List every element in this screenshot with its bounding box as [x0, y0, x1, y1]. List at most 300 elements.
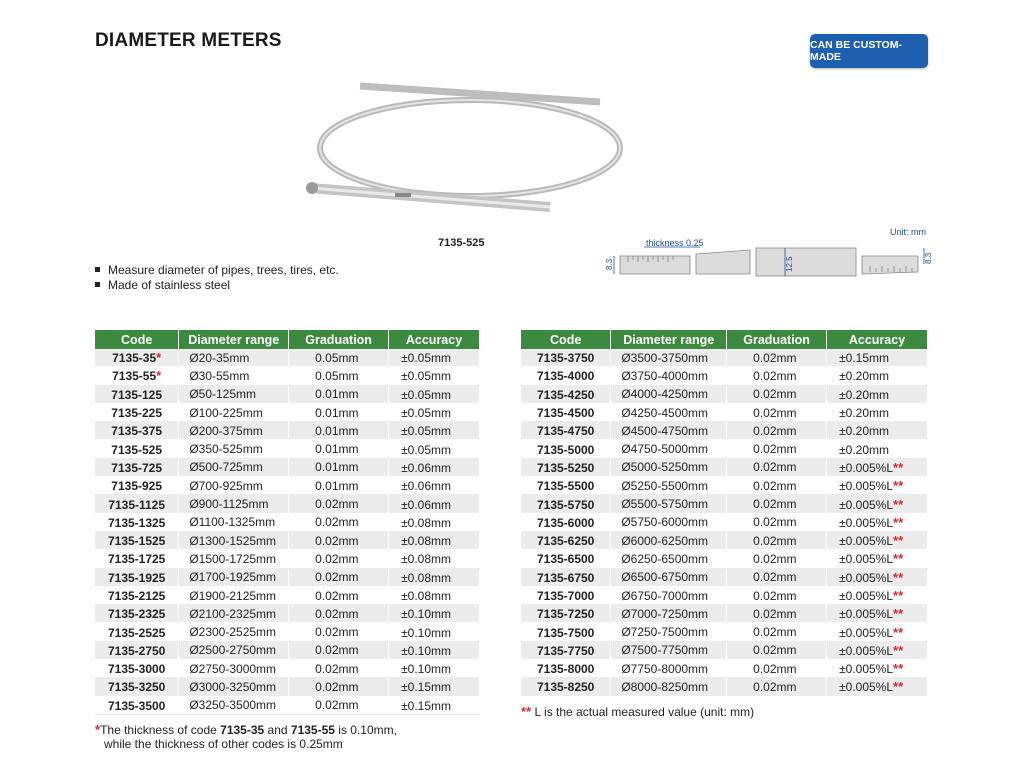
- graduation-cell: [727, 531, 827, 549]
- accuracy-cell: [827, 477, 928, 495]
- accuracy-cell: [389, 495, 480, 513]
- diameter-range-cell: [611, 385, 727, 403]
- diameter-range-cell-text: Ø2750-3000mm: [189, 661, 277, 676]
- graduation-cell-text: 0.02mm: [315, 515, 359, 530]
- footnote-text: L is the actual measured value (unit: mm): [531, 705, 755, 719]
- graduation-cell: [289, 422, 389, 440]
- diameter-range-cell-text: Ø8000-8250mm: [621, 679, 709, 694]
- accuracy-cell-text: ±0.005%L: [839, 460, 894, 475]
- accuracy-cell: [389, 403, 480, 421]
- header-accuracy: Accuracy: [827, 330, 928, 349]
- accuracy-cell: [389, 678, 480, 696]
- code-cell-text: 7135-1325: [107, 515, 166, 530]
- diameter-range-cell: [179, 550, 289, 568]
- accuracy-cell-text: ±0.06mm: [401, 460, 451, 475]
- accuracy-cell: [827, 385, 928, 403]
- table-row: [521, 586, 928, 604]
- code-cell-text: 7135-4000: [536, 369, 595, 384]
- code-cell-text: 7135-35: [112, 351, 157, 366]
- graduation-cell-text: 0.01mm: [315, 423, 359, 438]
- code-cell: [95, 605, 179, 623]
- diameter-range-cell: [611, 349, 727, 367]
- graduation-cell-text: 0.02mm: [753, 533, 797, 548]
- page-title: DIAMETER METERS: [95, 30, 282, 51]
- code-cell-text: 7135-1725: [107, 552, 166, 567]
- graduation-cell-text: 0.02mm: [315, 625, 359, 640]
- table-row: [95, 367, 480, 385]
- diameter-range-cell-text: Ø50-125mm: [189, 387, 257, 402]
- table-row: [95, 641, 480, 659]
- code-cell-text: 7135-5000: [536, 442, 595, 457]
- table-row: [521, 440, 928, 458]
- diameter-range-cell: [179, 385, 289, 403]
- footnote-star: *: [95, 722, 101, 737]
- accuracy-cell-text: ±0.005%L: [839, 643, 894, 658]
- thickness-label: thickness 0.25: [646, 238, 704, 248]
- code-cell-text: 7135-2125: [107, 589, 166, 603]
- diameter-range-cell-text: Ø1700-1925mm: [189, 570, 277, 585]
- footnote-marker: **: [893, 496, 904, 512]
- accuracy-cell: [389, 385, 480, 403]
- table-row: [95, 477, 480, 495]
- code-cell-text: 7135-6500: [536, 552, 595, 567]
- footnote-marker: **: [893, 642, 904, 658]
- accuracy-cell-text: ±0.005%L: [839, 570, 894, 585]
- code-cell-text: 7135-125: [111, 387, 163, 402]
- diameter-range-cell: [179, 349, 289, 367]
- table-row: [95, 495, 480, 513]
- accuracy-cell-text: ±0.20mm: [839, 406, 889, 421]
- header-code: Code: [95, 330, 179, 349]
- header-graduation: Graduation: [289, 330, 389, 349]
- accuracy-cell-text: ±0.20mm: [839, 369, 889, 384]
- code-cell: [521, 678, 611, 696]
- graduation-cell-text: 0.02mm: [753, 570, 797, 585]
- accuracy-cell: [827, 403, 928, 421]
- diameter-range-cell-text: Ø6500-6750mm: [621, 570, 709, 585]
- accuracy-cell: [827, 440, 928, 458]
- code-cell: [95, 477, 179, 495]
- accuracy-cell-text: ±0.05mm: [401, 351, 451, 366]
- accuracy-cell-text: ±0.06mm: [401, 479, 451, 494]
- footnote-marker: **: [893, 624, 904, 640]
- graduation-cell: [289, 477, 389, 495]
- footnote-text: The thickness of code: [100, 723, 221, 737]
- accuracy-cell: [389, 513, 480, 531]
- graduation-cell: [727, 440, 827, 458]
- code-cell: [521, 477, 611, 495]
- graduation-cell-text: 0.02mm: [753, 679, 797, 694]
- code-cell-text: 7135-225: [111, 406, 163, 421]
- accuracy-cell-text: ±0.15mm: [401, 680, 451, 695]
- graduation-cell: [289, 678, 389, 696]
- accuracy-cell-text: ±0.005%L: [839, 607, 894, 622]
- footnote-marker: **: [893, 478, 904, 494]
- footnote-star: **: [521, 704, 532, 719]
- code-cell-text: 7135-1525: [107, 534, 166, 549]
- code-cell-text: 7135-3250: [107, 680, 166, 695]
- graduation-cell: [289, 513, 389, 531]
- accuracy-cell-text: ±0.10mm: [401, 643, 451, 658]
- table-row: [521, 550, 928, 568]
- graduation-cell-text: 0.02mm: [753, 368, 797, 383]
- graduation-cell-text: 0.02mm: [315, 606, 359, 621]
- graduation-cell-text: 0.02mm: [753, 515, 797, 530]
- code-cell: [521, 385, 611, 403]
- code-cell: [95, 641, 179, 659]
- spec-table-right: [521, 330, 928, 697]
- graduation-cell: [727, 568, 827, 586]
- accuracy-cell: [827, 531, 928, 549]
- diameter-range-cell: [179, 568, 289, 586]
- diameter-range-cell-text: Ø6750-7000mm: [621, 588, 709, 603]
- footnote-marker: **: [893, 533, 904, 549]
- footnote-text: while the thickness of other codes is 0.25mm: [104, 737, 343, 751]
- footnote-code: 7135-55: [290, 723, 335, 737]
- accuracy-cell: [389, 641, 480, 659]
- diameter-range-cell-text: Ø5250-5500mm: [621, 478, 709, 493]
- code-cell-text: 7135-375: [111, 424, 163, 439]
- table-row: [521, 458, 928, 476]
- code-cell: [95, 531, 179, 549]
- footnote-marker: **: [893, 459, 904, 475]
- graduation-cell: [289, 623, 389, 641]
- header-code: Code: [521, 330, 611, 349]
- accuracy-cell: [827, 495, 928, 513]
- graduation-cell-text: 0.02mm: [753, 460, 797, 475]
- table-row: [95, 403, 480, 421]
- graduation-cell-text: 0.02mm: [315, 643, 359, 658]
- accuracy-cell-text: ±0.10mm: [401, 607, 451, 622]
- graduation-cell-text: 0.02mm: [753, 405, 797, 420]
- graduation-cell: [727, 641, 827, 659]
- table-row: [95, 513, 480, 531]
- graduation-cell-text: 0.02mm: [315, 698, 359, 713]
- diameter-range-cell-text: Ø4250-4500mm: [621, 405, 709, 420]
- code-cell: [521, 349, 611, 367]
- code-cell-text: 7135-4500: [536, 406, 595, 421]
- accuracy-cell: [827, 605, 928, 623]
- code-cell: [521, 403, 611, 421]
- diameter-range-cell: [611, 403, 727, 421]
- diameter-range-cell-text: Ø20-35mm: [189, 350, 250, 365]
- footnote-marker: **: [893, 606, 904, 622]
- graduation-cell: [289, 458, 389, 476]
- table-row: [521, 422, 928, 440]
- diameter-range-cell-text: Ø3500-3750mm: [621, 350, 709, 365]
- graduation-cell-text: 0.02mm: [315, 588, 359, 603]
- accuracy-cell: [827, 367, 928, 385]
- table-row: [521, 641, 928, 659]
- diameter-range-cell: [611, 422, 727, 440]
- accuracy-cell-text: ±0.005%L: [839, 625, 894, 640]
- graduation-cell: [289, 605, 389, 623]
- graduation-cell-text: 0.02mm: [753, 625, 797, 640]
- code-cell: [521, 440, 611, 458]
- table-row: [521, 403, 928, 421]
- code-cell-text: 7135-4750: [536, 424, 595, 439]
- diameter-range-cell-text: Ø500-725mm: [189, 460, 263, 475]
- graduation-cell: [289, 568, 389, 586]
- accuracy-cell-text: ±0.20mm: [839, 424, 889, 439]
- diameter-range-cell: [611, 495, 727, 513]
- code-cell: [521, 550, 611, 568]
- graduation-cell: [727, 678, 827, 696]
- diameter-range-cell-text: Ø2300-2525mm: [189, 625, 277, 640]
- graduation-cell-text: 0.02mm: [753, 442, 797, 457]
- diameter-range-cell-text: Ø5000-5250mm: [621, 460, 709, 475]
- code-cell-text: 7135-3750: [536, 351, 595, 366]
- footnote-marker: *: [156, 350, 162, 366]
- accuracy-cell: [827, 623, 928, 641]
- accuracy-cell-text: ±0.05mm: [401, 424, 451, 439]
- header-graduation: Graduation: [727, 330, 827, 349]
- diameter-range-cell-text: Ø4000-4250mm: [621, 387, 709, 402]
- graduation-cell: [289, 531, 389, 549]
- diameter-range-cell-text: Ø3000-3250mm: [189, 679, 277, 694]
- accuracy-cell-text: ±0.20mm: [839, 387, 889, 402]
- spec-table-left: [95, 330, 480, 715]
- diameter-range-cell-text: Ø5750-6000mm: [621, 515, 709, 530]
- table-row: [521, 513, 928, 531]
- table-row: [521, 660, 928, 678]
- tape-dimension-diagram: [600, 236, 935, 286]
- code-cell: [95, 367, 179, 385]
- code-cell: [95, 385, 179, 403]
- diameter-range-cell-text: Ø1500-1725mm: [189, 551, 277, 566]
- graduation-cell: [727, 550, 827, 568]
- diameter-range-cell-text: Ø900-1125mm: [189, 497, 269, 512]
- accuracy-cell-text: ±0.05mm: [401, 387, 451, 402]
- accuracy-cell: [827, 641, 928, 659]
- graduation-cell: [727, 458, 827, 476]
- table-row: [95, 605, 480, 623]
- code-cell-text: 7135-4250: [536, 387, 595, 402]
- diameter-range-cell-text: Ø30-55mm: [189, 368, 250, 383]
- diameter-range-cell-text: Ø3750-4000mm: [621, 368, 709, 383]
- footnote-marker: **: [893, 551, 904, 567]
- accuracy-cell: [389, 623, 480, 641]
- graduation-cell: [727, 605, 827, 623]
- accuracy-cell: [389, 586, 480, 604]
- thickness-footnote: [95, 723, 397, 751]
- accuracy-footnote: [521, 704, 754, 719]
- code-cell: [95, 458, 179, 476]
- table-row: [95, 696, 480, 714]
- code-cell: [95, 568, 179, 586]
- graduation-cell: [727, 477, 827, 495]
- accuracy-cell-text: ±0.15mm: [401, 698, 451, 713]
- code-cell-text: 7135-3000: [107, 662, 166, 677]
- code-cell: [95, 495, 179, 513]
- accuracy-cell: [389, 458, 480, 476]
- table-row: [95, 550, 480, 568]
- code-cell: [95, 678, 179, 696]
- graduation-cell-text: 0.02mm: [315, 533, 359, 548]
- diameter-range-cell: [611, 531, 727, 549]
- diameter-range-cell: [611, 513, 727, 531]
- footnote-marker: **: [893, 661, 904, 677]
- accuracy-cell: [389, 660, 480, 678]
- diameter-range-cell-text: Ø1300-1525mm: [189, 533, 277, 548]
- diameter-range-cell: [179, 495, 289, 513]
- table-row: [521, 385, 928, 403]
- graduation-cell-text: 0.01mm: [315, 387, 359, 402]
- accuracy-cell: [389, 696, 480, 714]
- graduation-cell: [289, 550, 389, 568]
- diameter-range-cell: [179, 623, 289, 641]
- table-row: [521, 623, 928, 641]
- footnote-text: and: [264, 723, 291, 737]
- accuracy-cell-text: ±0.08mm: [401, 552, 451, 567]
- feature-list: [95, 263, 339, 293]
- custom-made-button[interactable]: CAN BE CUSTOM-MADE: [810, 34, 928, 68]
- graduation-cell-text: 0.02mm: [315, 551, 359, 566]
- graduation-cell-text: 0.01mm: [315, 442, 359, 457]
- code-cell-text: 7135-6000: [536, 515, 595, 530]
- code-cell: [95, 660, 179, 678]
- dim-mid-label: 12.5: [785, 256, 794, 272]
- diameter-range-cell-text: Ø7500-7750mm: [621, 643, 709, 658]
- table-row: [521, 367, 928, 385]
- accuracy-cell-text: ±0.005%L: [839, 497, 894, 512]
- code-cell-text: 7135-2750: [107, 643, 166, 658]
- diameter-range-cell: [179, 586, 289, 604]
- table-row: [95, 660, 480, 678]
- graduation-cell: [727, 422, 827, 440]
- diameter-range-cell: [611, 477, 727, 495]
- diameter-range-cell: [611, 568, 727, 586]
- accuracy-cell: [389, 531, 480, 549]
- code-cell: [521, 422, 611, 440]
- header-accuracy: Accuracy: [389, 330, 480, 349]
- code-cell-text: 7135-3500: [107, 698, 166, 713]
- graduation-cell-text: 0.02mm: [315, 661, 359, 676]
- graduation-cell: [289, 586, 389, 604]
- graduation-cell-text: 0.02mm: [753, 350, 797, 365]
- footnote-marker: *: [156, 368, 162, 384]
- diameter-range-cell-text: Ø4500-4750mm: [621, 423, 709, 438]
- table-row: [521, 531, 928, 549]
- accuracy-cell: [827, 660, 928, 678]
- graduation-cell: [727, 586, 827, 604]
- table-row: [521, 678, 928, 696]
- accuracy-cell: [827, 458, 928, 476]
- code-cell-text: 7135-6250: [536, 534, 595, 549]
- code-cell-text: 7135-7500: [536, 625, 595, 640]
- footnote-marker: **: [893, 569, 904, 585]
- accuracy-cell: [389, 349, 480, 367]
- code-cell-text: 7135-7000: [536, 589, 595, 603]
- table-row: [95, 458, 480, 476]
- accuracy-cell-text: ±0.08mm: [401, 515, 451, 530]
- accuracy-cell: [389, 440, 480, 458]
- graduation-cell-text: 0.02mm: [753, 423, 797, 438]
- code-cell: [521, 623, 611, 641]
- accuracy-cell-text: ±0.005%L: [839, 552, 894, 567]
- accuracy-cell-text: ±0.08mm: [401, 534, 451, 549]
- code-cell: [521, 458, 611, 476]
- code-cell: [95, 513, 179, 531]
- code-cell-text: 7135-5750: [536, 497, 595, 512]
- diameter-range-cell-text: Ø5500-5750mm: [621, 497, 709, 512]
- accuracy-cell-text: ±0.005%L: [839, 515, 894, 530]
- code-cell-text: 7135-2525: [107, 625, 166, 640]
- accuracy-cell: [389, 550, 480, 568]
- accuracy-cell: [827, 678, 928, 696]
- diameter-range-cell: [611, 440, 727, 458]
- table-row: [521, 568, 928, 586]
- accuracy-cell-text: ±0.10mm: [401, 662, 451, 677]
- diameter-range-cell: [611, 367, 727, 385]
- header-diameter-range: Diameter range: [611, 330, 727, 349]
- code-cell-text: 7135-1125: [108, 497, 166, 512]
- footnote-marker: **: [893, 514, 904, 530]
- graduation-cell-text: 0.01mm: [315, 405, 359, 420]
- diameter-range-cell: [611, 623, 727, 641]
- accuracy-cell-text: ±0.06mm: [401, 497, 451, 512]
- accuracy-cell-text: ±0.05mm: [401, 369, 451, 384]
- graduation-cell: [727, 385, 827, 403]
- code-cell: [521, 568, 611, 586]
- graduation-cell: [289, 349, 389, 367]
- diameter-range-cell: [179, 513, 289, 531]
- graduation-cell: [727, 403, 827, 421]
- graduation-cell: [289, 367, 389, 385]
- accuracy-cell-text: ±0.08mm: [401, 589, 451, 603]
- graduation-cell: [289, 385, 389, 403]
- code-cell-text: 7135-8250: [536, 680, 595, 695]
- accuracy-cell: [827, 586, 928, 604]
- diameter-range-cell: [179, 477, 289, 495]
- graduation-cell: [727, 623, 827, 641]
- accuracy-cell-text: ±0.005%L: [839, 680, 894, 695]
- code-cell: [95, 550, 179, 568]
- accuracy-cell: [389, 477, 480, 495]
- graduation-cell-text: 0.02mm: [753, 387, 797, 402]
- graduation-cell-text: 0.02mm: [315, 497, 359, 512]
- product-caption: 7135-525: [438, 237, 485, 249]
- code-cell-text: 7135-1925: [107, 570, 166, 585]
- diameter-range-cell: [179, 458, 289, 476]
- table-row: [521, 477, 928, 495]
- table-row: [95, 586, 480, 604]
- accuracy-cell: [827, 568, 928, 586]
- diameter-range-cell: [179, 605, 289, 623]
- code-cell: [521, 660, 611, 678]
- graduation-cell-text: 0.02mm: [315, 679, 359, 694]
- diameter-range-cell: [611, 586, 727, 604]
- diameter-range-cell-text: Ø7000-7250mm: [621, 606, 709, 621]
- graduation-cell-text: 0.02mm: [753, 551, 797, 566]
- code-cell: [521, 367, 611, 385]
- graduation-cell-text: 0.02mm: [753, 643, 797, 658]
- table-row: [95, 568, 480, 586]
- accuracy-cell-text: ±0.20mm: [839, 442, 889, 457]
- code-cell-text: 7135-925: [111, 479, 163, 494]
- diameter-range-cell-text: Ø6250-6500mm: [621, 551, 709, 566]
- graduation-cell-text: 0.01mm: [315, 460, 359, 475]
- table-row: [521, 495, 928, 513]
- feature-item: Measure diameter of pipes, trees, tires, etc.: [95, 263, 339, 278]
- code-cell-text: 7135-5250: [536, 460, 595, 475]
- graduation-cell: [289, 660, 389, 678]
- diameter-range-cell: [611, 660, 727, 678]
- diameter-range-cell: [611, 678, 727, 696]
- diameter-range-cell-text: Ø7750-8000mm: [621, 661, 709, 676]
- code-cell: [95, 422, 179, 440]
- diameter-range-cell-text: Ø1900-2125mm: [189, 588, 277, 603]
